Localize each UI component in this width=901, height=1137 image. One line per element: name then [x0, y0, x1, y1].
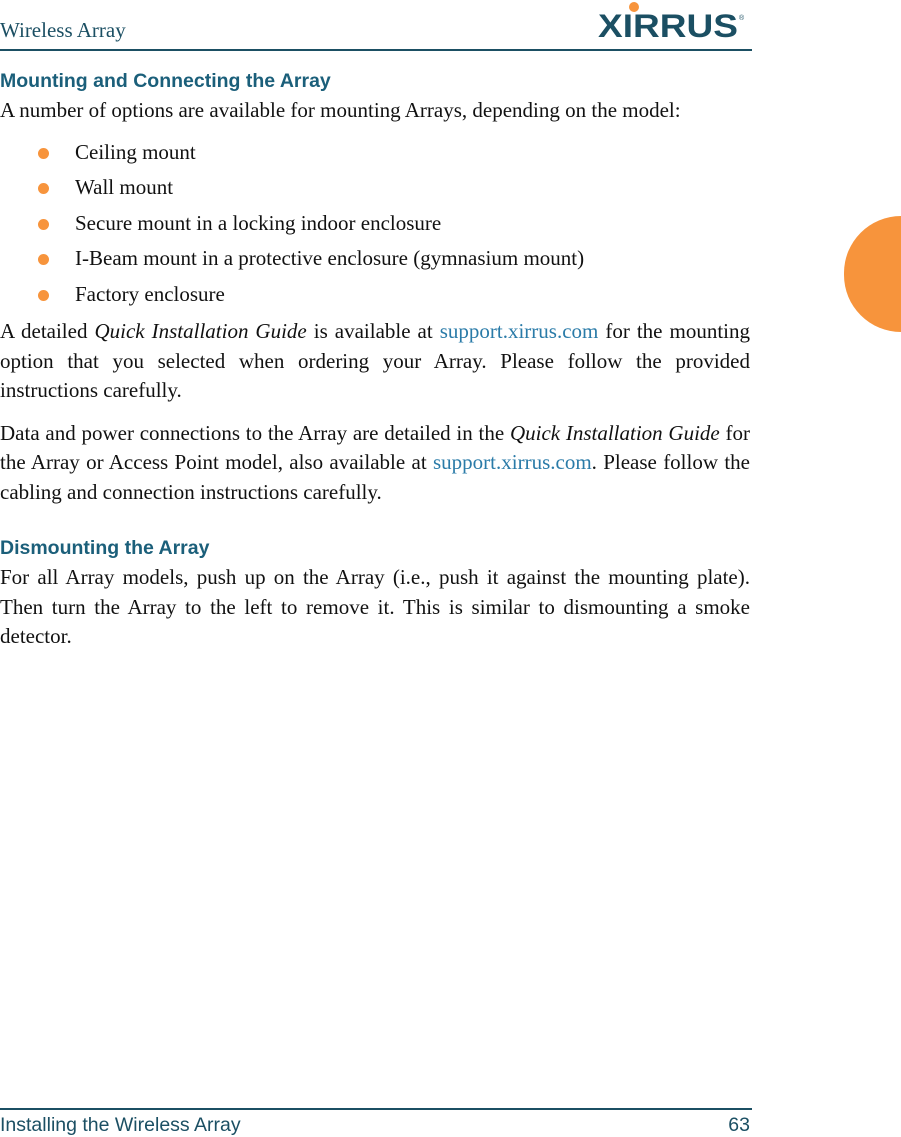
list-item-text: Factory enclosure	[75, 281, 225, 306]
page-header	[0, 0, 752, 52]
list-item	[0, 206, 750, 242]
mounting-intro: A number of options are available for mounting Arrays, depending on the model:	[0, 98, 681, 122]
footer-chapter-title: Installing the Wireless Array	[0, 1114, 241, 1136]
guide-paragraph	[0, 317, 750, 406]
bullet-icon	[38, 183, 49, 194]
page-content	[0, 66, 750, 652]
footer-rule	[0, 1108, 752, 1110]
header-rule	[0, 49, 752, 51]
list-item-text: Secure mount in a locking indoor enclosure	[75, 210, 442, 235]
guide-title: Quick Installation Guide	[509, 420, 720, 445]
guide-title: Quick Installation Guide	[94, 319, 307, 343]
list-item	[0, 170, 750, 206]
list-item	[0, 277, 750, 313]
text-run: Data and power connections to the Array are detailed in the	[0, 420, 510, 445]
list-item	[0, 241, 750, 277]
dismount-paragraph: For all Array models, push up on the Array (i.e., push it against the mounting plate). Then turn the Array to the left to remove it. This is similar to dismounting a smoke detector.	[0, 565, 750, 648]
logo-wordmark: XIRRUS	[598, 8, 738, 42]
heading-mounting: Mounting and Connecting the Array	[0, 70, 331, 92]
list-item-text: Ceiling mount	[75, 139, 196, 164]
text-run: A detailed	[0, 319, 95, 343]
text-run: is available at	[306, 319, 440, 343]
xirrus-logo	[596, 0, 746, 42]
list-item-text: Wall mount	[75, 175, 174, 199]
data-paragraph	[0, 419, 750, 508]
bullet-icon	[38, 219, 49, 230]
mount-options-list	[0, 135, 750, 313]
header-title: Wireless Array	[0, 18, 126, 42]
support-link[interactable]: support.xirrus.com	[439, 319, 599, 343]
text-run: . Please follow the cabling and connection instructions carefully.	[0, 450, 750, 504]
heading-dismounting: Dismounting the Array	[0, 537, 210, 559]
text-run: for the mounting option that you selected when ordering your Array. Please follow the provided instructions carefully.	[0, 319, 750, 402]
list-item-text: I-Beam mount in a protective enclosure (gymnasium mount)	[75, 246, 585, 270]
bullet-icon	[38, 254, 49, 265]
page-number: 63	[728, 1114, 750, 1136]
text-run: for the Array or Access Point model, also available at	[0, 420, 750, 474]
logo-registered-mark: ®	[739, 15, 745, 22]
list-item	[0, 135, 750, 171]
support-link[interactable]: support.xirrus.com	[433, 450, 592, 474]
chapter-tab	[844, 216, 901, 332]
bullet-icon	[38, 290, 49, 301]
bullet-icon	[38, 148, 49, 159]
